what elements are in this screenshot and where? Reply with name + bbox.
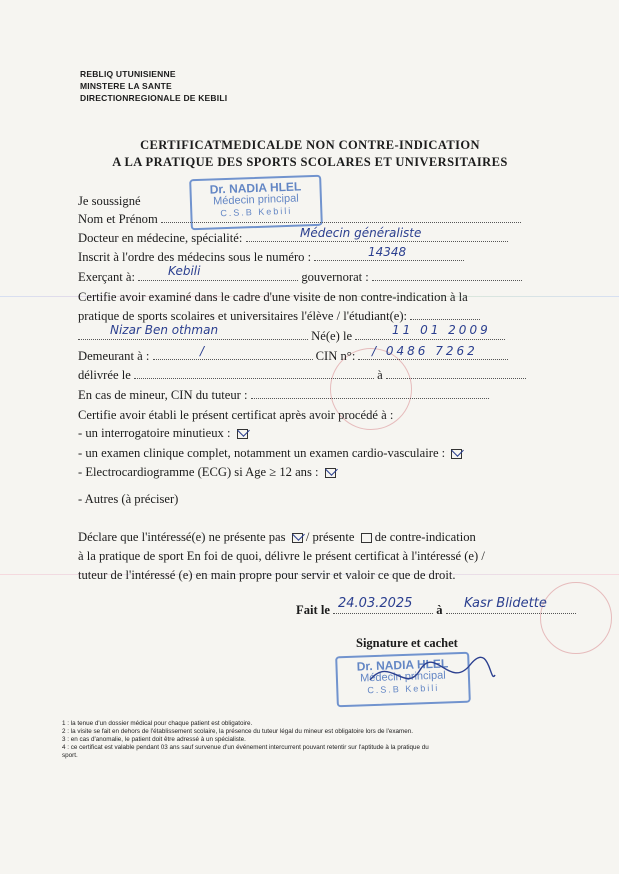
demeurant-field bbox=[153, 359, 313, 360]
declare-line2: à la pratique de sport En foi de quoi, délivre le présent certificat à l'intéressé (e) / bbox=[78, 549, 485, 563]
soussigne-row bbox=[78, 194, 141, 209]
mineur-field bbox=[251, 398, 489, 399]
fait-place-field bbox=[446, 613, 576, 614]
header-line: MINSTERE LA SANTE bbox=[80, 81, 172, 91]
delivree-row bbox=[78, 368, 526, 383]
declare-line3: tuteur de l'intéressé (e) en main propre pour servir et valoir ce que de droit. bbox=[78, 568, 456, 582]
etabli-line: Certifie avoir établi le présent certificat après avoir procédé à : bbox=[78, 408, 394, 422]
cin-value: / 0486 7262 bbox=[372, 344, 478, 358]
fait-date-value: 24.03.2025 bbox=[338, 596, 413, 611]
stamp-role: Médecin principal bbox=[359, 669, 446, 685]
inscrit-label: Inscrit à l'ordre des médecins sous le numéro : bbox=[78, 250, 312, 264]
nom-row bbox=[78, 212, 521, 227]
fait-place-value: Kasr Blidette bbox=[464, 596, 547, 611]
demeurant-label: Demeurant à : bbox=[78, 349, 150, 363]
ecg-checkbox[interactable] bbox=[325, 468, 336, 478]
stamp-place: C.S.B Kebili bbox=[367, 682, 440, 696]
stamp-name: Dr. NADIA HLEL bbox=[209, 179, 302, 197]
fait-date-field bbox=[333, 613, 433, 614]
delivree-field bbox=[134, 378, 374, 379]
ne-presente-pas-checkbox[interactable] bbox=[292, 533, 303, 543]
footnote: 3 : en cas d'anomalie, le patient doit être adressé à un spécialiste. bbox=[62, 736, 246, 743]
numero-value: 14348 bbox=[368, 245, 407, 259]
item-autres bbox=[78, 492, 178, 507]
nee-value: 11 01 2009 bbox=[392, 323, 491, 337]
stamp-name: Dr. NADIA HLEL bbox=[356, 656, 449, 674]
docteur-row bbox=[78, 231, 508, 246]
nom-label: Nom et Prénom bbox=[78, 212, 158, 226]
document-header bbox=[80, 68, 227, 104]
specialite-field bbox=[246, 241, 508, 242]
certificate-title: CERTIFICATMEDICALDE NON CONTRE-INDICATION bbox=[140, 138, 480, 152]
exercant-row bbox=[78, 270, 522, 285]
numero-field bbox=[314, 260, 464, 261]
specialite-value: Médecin généraliste bbox=[300, 226, 422, 240]
delivree-place-field bbox=[386, 378, 526, 379]
footnote: sport. bbox=[62, 752, 78, 759]
eleve-field bbox=[78, 339, 308, 340]
inscrit-row bbox=[78, 250, 464, 265]
exercant-value: Kebili bbox=[168, 264, 201, 278]
eleve-value: Nizar Ben othman bbox=[110, 323, 219, 337]
certifie-line2-text: pratique de sports scolaires et universitaires l'élève / l'étudiant(e): bbox=[78, 309, 408, 323]
nom-field bbox=[161, 222, 521, 223]
cin-label: CIN n°: bbox=[315, 349, 356, 363]
stamp-role: Médecin principal bbox=[212, 192, 299, 208]
nee-label: Né(e) le bbox=[311, 329, 353, 343]
declare-line1 bbox=[78, 530, 476, 545]
header-line: DIRECTIONREGIONALE DE KEBILI bbox=[80, 93, 228, 103]
eleve-field-a bbox=[410, 319, 480, 320]
item-ecg bbox=[78, 465, 336, 480]
docteur-label: Docteur en médecine, spécialité: bbox=[78, 231, 243, 245]
item1-label: - un interrogatoire minutieux : bbox=[78, 426, 231, 440]
footnote: 1 : la tenue d'un dossier médical pour chaque patient est obligatoire. bbox=[62, 720, 253, 727]
certifie-line2 bbox=[78, 309, 480, 324]
soussigne-label: Je soussigné bbox=[78, 194, 141, 208]
mineur-label: En cas de mineur, CIN du tuteur : bbox=[78, 388, 248, 402]
fait-a-label: à bbox=[436, 603, 443, 617]
exercant-field bbox=[138, 280, 298, 281]
presente-checkbox[interactable] bbox=[361, 533, 372, 543]
footnotes bbox=[62, 720, 532, 760]
declare-text-c: de contre-indication bbox=[374, 530, 476, 544]
header-line: REBLIQ UTUNISIENNE bbox=[80, 69, 176, 79]
interrogatoire-checkbox[interactable] bbox=[237, 429, 248, 439]
autres-label: - Autres (à préciser) bbox=[78, 492, 179, 506]
red-seal-mark bbox=[540, 582, 612, 654]
footnote: 4 : ce certificat est valable pendant 03 ans sauf survenue d'un événement intercurrent pouvant retentir sur l'aptitude à la pratique du bbox=[62, 744, 429, 751]
item2-label: - un examen clinique complet, notamment un examen cardio-vasculaire : bbox=[78, 446, 446, 460]
delivree-label: délivrée le bbox=[78, 368, 131, 382]
declare-text-a: Déclare que l'intéressé(e) ne présente pas bbox=[78, 530, 286, 544]
examen-checkbox[interactable] bbox=[451, 449, 462, 459]
gouvernorat-field bbox=[372, 280, 522, 281]
footnote: 2 : la visite se fait en dehors de l'établissement scolaire, la présence du tuteur légal du mineur est obligatoire lors de l'examen. bbox=[62, 728, 414, 735]
stamp-place: C.S.B Kebili bbox=[220, 205, 293, 219]
item-interrogatoire bbox=[78, 426, 248, 441]
certificate-subtitle: A LA PRATIQUE DES SPORTS SCOLARES ET UNIVERSITAIRES bbox=[112, 155, 508, 169]
item3-label: - Electrocardiogramme (ECG) si Age ≥ 12 ans : bbox=[78, 465, 319, 479]
fait-label: Fait le bbox=[296, 603, 330, 617]
nee-field bbox=[355, 339, 505, 340]
exercant-label: Exerçant à: bbox=[78, 270, 135, 284]
declare-text-b: / présente bbox=[305, 530, 355, 544]
mineur-row bbox=[78, 388, 489, 403]
cin-field bbox=[358, 359, 508, 360]
delivree-a-label: à bbox=[377, 368, 383, 382]
item-examen bbox=[78, 446, 462, 461]
signature-label: Signature et cachet bbox=[356, 636, 458, 650]
gouvernorat-label: gouvernorat : bbox=[301, 270, 369, 284]
demeurant-value: / bbox=[200, 344, 205, 358]
certifie-line1: Certifie avoir examiné dans le cadre d'une visite de non contre-indication à la bbox=[78, 290, 468, 304]
signature-scribble bbox=[360, 650, 500, 700]
